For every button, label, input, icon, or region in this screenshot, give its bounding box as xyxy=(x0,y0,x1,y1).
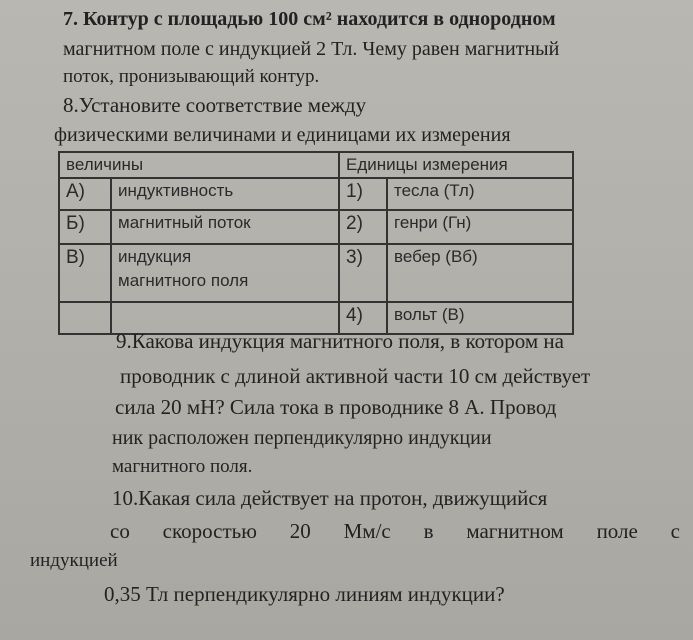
word: в xyxy=(423,519,434,543)
row-unit: вольт (В) xyxy=(387,302,573,334)
row-number: 3) xyxy=(339,244,387,302)
word: со xyxy=(110,519,130,543)
row-unit: тесла (Тл) xyxy=(387,178,573,210)
problem-10-line-1: 10.Какая сила действует на протон, движущийся xyxy=(112,486,548,510)
problem-10-line-2 xyxy=(110,520,680,542)
problem-7-line-2: магнитном поле с индукцией 2 Тл. Чему равен магнитный xyxy=(63,38,560,60)
row-quantity: индукция xyxy=(118,247,192,266)
word: поле xyxy=(596,519,638,543)
problem-7-line-1: 7. Контур с площадью 100 см² находится в однородном xyxy=(63,8,556,30)
header-quantities: величины xyxy=(59,152,339,178)
problem-8-line-2: физическими величинами и единицами их измерения xyxy=(54,124,511,146)
word: скоростью xyxy=(162,519,257,543)
table-row xyxy=(59,178,573,210)
row-number: 1) xyxy=(339,178,387,210)
table-header-row xyxy=(59,152,573,178)
problem-9-line-3: сила 20 мН? Сила тока в проводнике 8 А. Провод xyxy=(115,395,557,419)
row-quantity-continued: магнитного поля xyxy=(118,271,249,290)
row-letter: Б) xyxy=(59,210,111,244)
row-unit: вебер (Вб) xyxy=(387,244,573,302)
word: Мм/с xyxy=(343,519,391,543)
problem-7-line-3: поток, пронизывающий контур. xyxy=(63,66,320,87)
problem-10-line-4: 0,35 Тл перпендикулярно линиям индукции? xyxy=(104,582,505,606)
row-unit: генри (Гн) xyxy=(387,210,573,244)
row-letter: В) xyxy=(59,244,111,302)
matching-table xyxy=(58,151,574,335)
table-row xyxy=(59,244,573,302)
row-letter: А) xyxy=(59,178,111,210)
word: с xyxy=(670,519,680,543)
row-letter xyxy=(59,302,111,334)
word: 20 xyxy=(289,519,311,543)
row-number: 4) xyxy=(339,302,387,334)
row-quantity: магнитный поток xyxy=(111,210,339,244)
problem-9-line-5: магнитного поля. xyxy=(112,456,253,477)
row-quantity: индуктивность xyxy=(111,178,339,210)
problem-9-line-1: 9.Какова индукция магнитного поля, в котором на xyxy=(116,329,564,353)
row-number: 2) xyxy=(339,210,387,244)
row-quantity-cell xyxy=(111,244,339,302)
problem-8-line-1: 8.Установите соответствие между xyxy=(63,93,367,117)
problem-10-line-3: индукцией xyxy=(30,550,118,571)
problem-9-line-2: проводник с длиной активной части 10 см действует xyxy=(120,364,591,388)
word: магнитном xyxy=(466,519,564,543)
header-units: Единицы измерения xyxy=(339,152,573,178)
table-row xyxy=(59,210,573,244)
problem-9-line-4: ник расположен перпендикулярно индукции xyxy=(112,427,492,449)
